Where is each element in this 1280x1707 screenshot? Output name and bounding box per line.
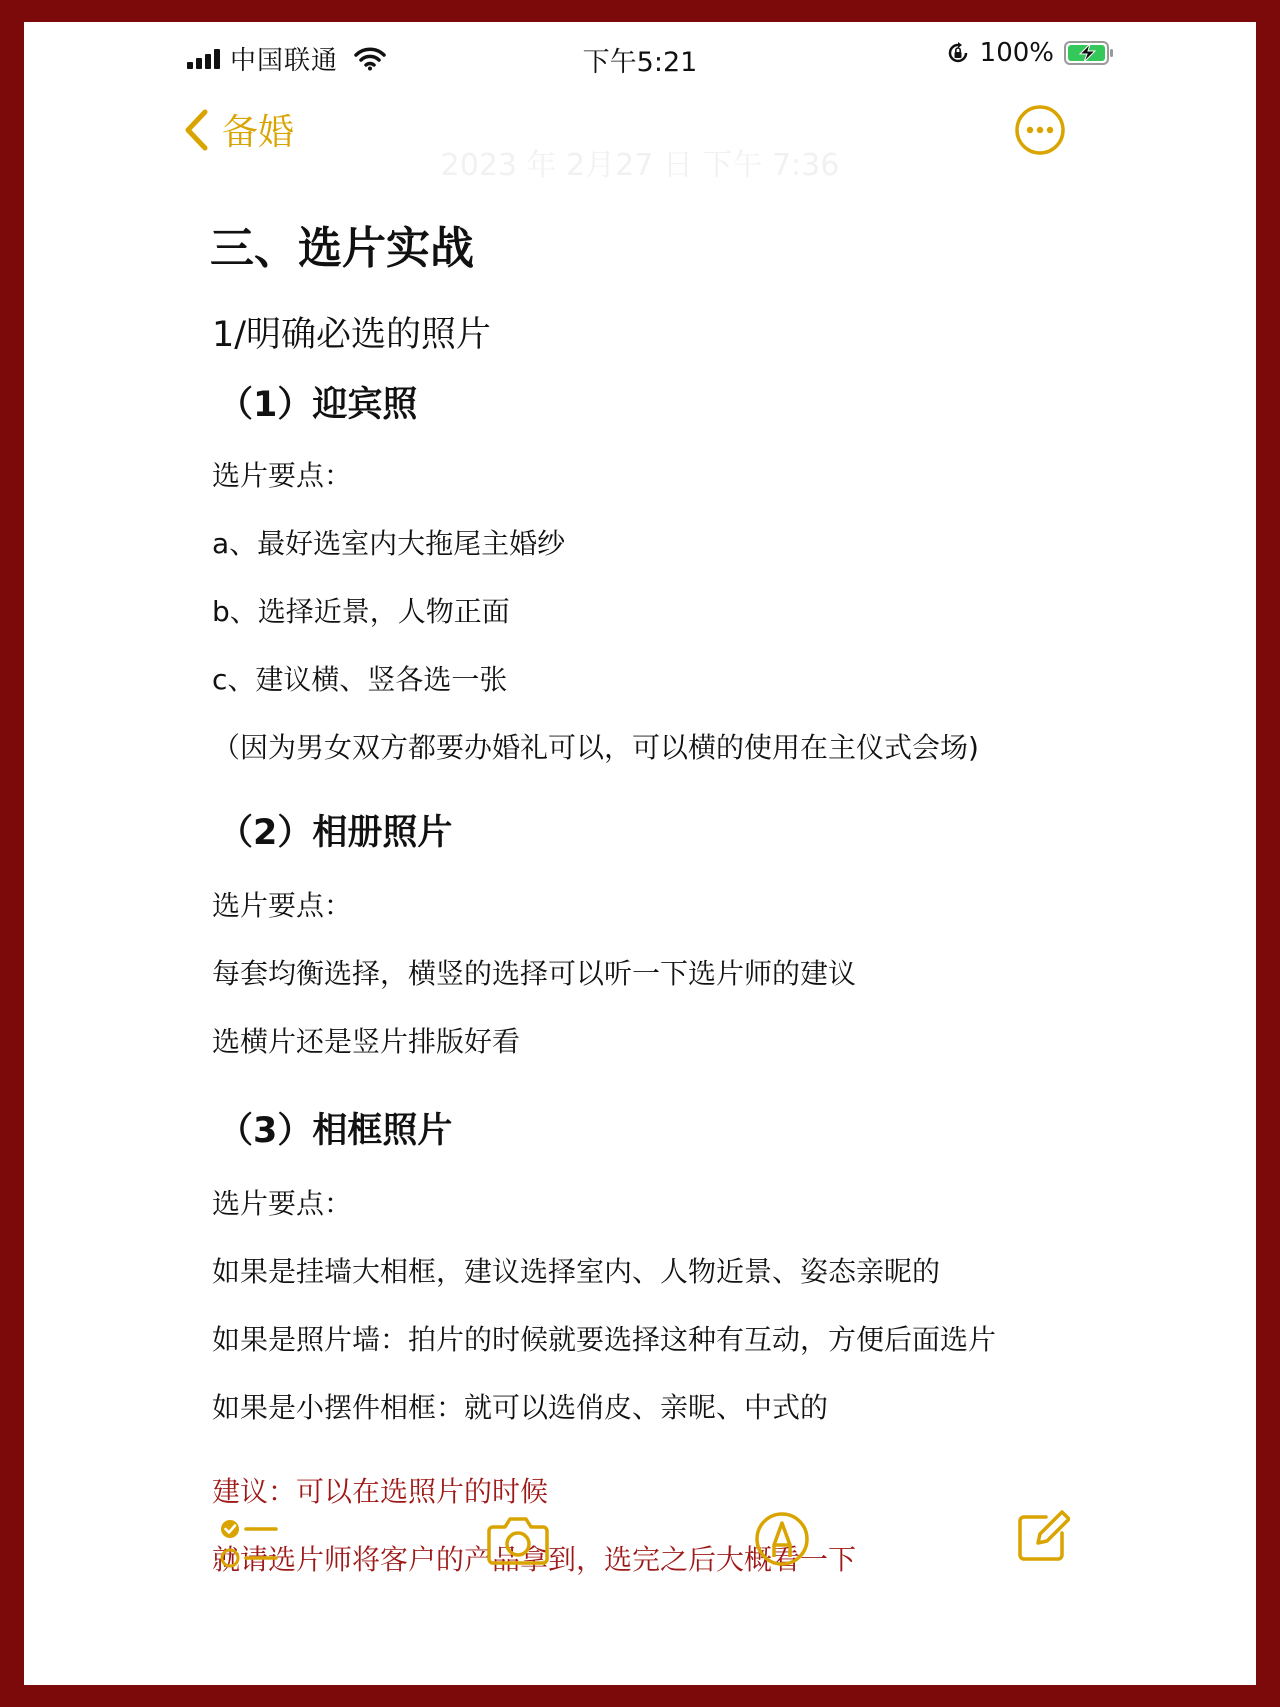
note-line: 每套均衡选择，横竖的选择可以听一下选片师的建议 bbox=[212, 957, 857, 990]
note-line: a、最好选室内大拖尾主婚纱 bbox=[212, 527, 566, 560]
battery-percent: 100% bbox=[979, 38, 1054, 68]
nav-bar bbox=[24, 92, 1256, 183]
note-line: 选片要点： bbox=[212, 889, 353, 922]
advice-line: 就请选片师将客户的产品拿到，选完之后大概看一下 bbox=[212, 1543, 857, 1576]
note-line: 选片要点： bbox=[212, 459, 353, 492]
note-line: b、选择近景，人物正面 bbox=[212, 595, 510, 628]
note-line: 如果是照片墙：拍片的时候就要选择这种有互动，方便后面选片 bbox=[212, 1323, 997, 1356]
section-heading: （1）迎宾照 bbox=[218, 385, 418, 425]
back-label: 备婚 bbox=[222, 112, 295, 153]
note-title: 三、选片实战 bbox=[210, 223, 474, 274]
advice-line: 建议：可以在选照片的时候 bbox=[212, 1475, 549, 1508]
orientation-lock-icon bbox=[946, 41, 970, 65]
notes-screen bbox=[24, 22, 1256, 1685]
checklist-icon[interactable] bbox=[220, 1517, 280, 1571]
note-subtitle: 1/明确必选的照片 bbox=[212, 315, 492, 355]
status-time: 下午5:21 bbox=[582, 47, 698, 78]
note-line: （因为男女双方都要办婚礼可以，可以横的使用在主仪式会场) bbox=[212, 731, 979, 764]
markup-pen-icon[interactable] bbox=[754, 1511, 810, 1567]
note-line: 如果是小摆件相框：就可以选俏皮、亲昵、中式的 bbox=[212, 1391, 829, 1424]
bottom-toolbar bbox=[24, 1497, 1256, 1607]
compose-icon[interactable] bbox=[1016, 1507, 1070, 1563]
status-bar bbox=[24, 22, 1256, 82]
status-right bbox=[946, 38, 1114, 68]
ellipsis-circle-icon[interactable] bbox=[1014, 104, 1066, 156]
section-heading: （3）相框照片 bbox=[218, 1111, 453, 1151]
note-line: 选片要点： bbox=[212, 1187, 353, 1220]
faded-note-date: 2023 年 2月27 日 下午 7:36 bbox=[440, 148, 840, 183]
note-line: 如果是挂墙大相框，建议选择室内、人物近景、姿态亲昵的 bbox=[212, 1255, 941, 1288]
camera-icon[interactable] bbox=[487, 1515, 549, 1567]
note-line: c、建议横、竖各选一张 bbox=[212, 663, 508, 696]
note-line: 选横片还是竖片排版好看 bbox=[212, 1025, 521, 1058]
battery-charging-icon bbox=[1064, 41, 1114, 65]
carrier-name: 中国联通 bbox=[230, 46, 339, 76]
section-heading: （2）相册照片 bbox=[218, 813, 453, 853]
